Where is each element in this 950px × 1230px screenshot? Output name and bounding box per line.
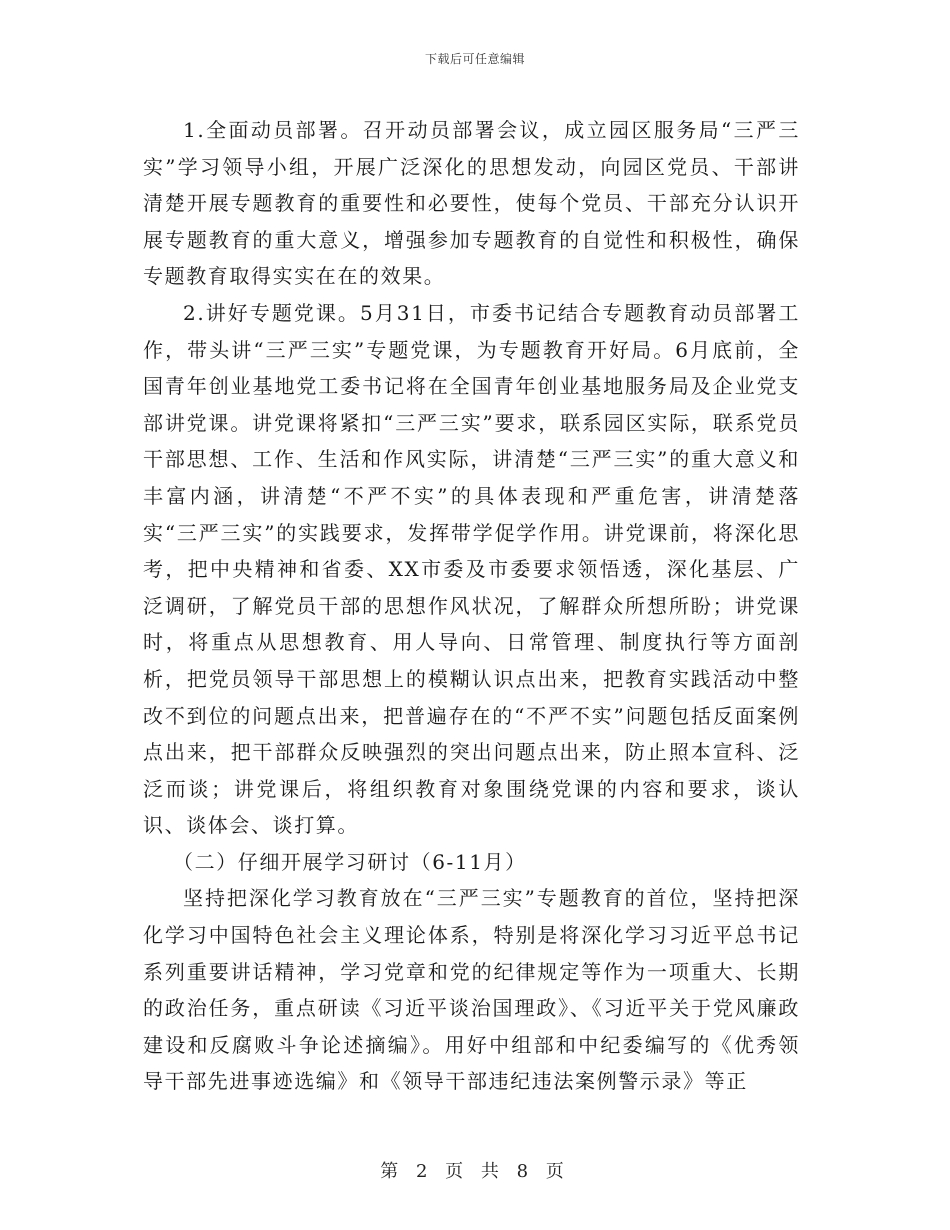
page-header-note: 下载后可任意编辑 [424,52,525,66]
paragraph-party-lecture: 2.讲好专题党课。5月31日，市委书记结合专题教育动员部署工作，带头讲“三严三实”专题党课，为专题教育开好局。6月底前，全国青年创业基地党工委书记将在全国青年创业基地服务局及企业党支部讲党课。讲党课将紧扣“三严三实”要求，联系园区实际，联系党员干部思想、工作、生活和作风实际，讲清楚“三严三实”的重大意义和丰富内涵，讲清楚“不严不实”的具体表现和严重危害，讲清楚落实“三严三实”的实践要求，发挥带学促学作用。讲党课前，将深化思考，把中央精神和省委、XX市委及市委要求领悟透，深化基层、广泛调研，了解党员干部的思想作风状况，了解群众所想所盼；讲党课时，将重点从思想教育、用人导向、日常管理、制度执行等方面剖析，把党员领导干部思想上的模糊认识点出来，把教育实践活动中整改不到位的问题点出来，把普遍存在的“不严不实”问题包括反面案例点出来，把干部群众反映强烈的突出问题点出来，防止照本宣科、泛泛而谈；讲党课后，将组织教育对象围绕党课的内容和要求，谈认识、谈体会、谈打算。 [143,300,800,838]
document-body [143,112,800,1100]
section-heading-study: （二）仔细开展学习研讨（6-11月） [173,849,527,874]
page-number-footer: 第 2 页 共 8 页 [380,1161,570,1182]
paragraph-study-discussion: 坚持把深化学习教育放在“三严三实”专题教育的首位，坚持把深化学习中国特色社会主义理论体系，特别是将深化学习习近平总书记系列重要讲话精神，学习党章和党的纪律规定等作为一项重大、长期的政治任务，重点研读《习近平谈治国理政》、《习近平关于党风廉政建设和反腐败斗争论述摘编》。用好中组部和中纪委编写的《优秀领导干部先进事迹选编》和《领导干部违纪违法案例警示录》等正 [143,886,800,1094]
paragraph-mobilization: 1.全面动员部署。召开动员部署会议，成立园区服务局“三严三实”学习领导小组，开展广泛深化的思想发动，向园区党员、干部讲清楚开展专题教育的重要性和必要性，使每个党员、干部充分认识开展专题教育的重大意义，增强参加专题教育的自觉性和积极性，确保专题教育取得实实在在的效果。 [143,118,800,289]
